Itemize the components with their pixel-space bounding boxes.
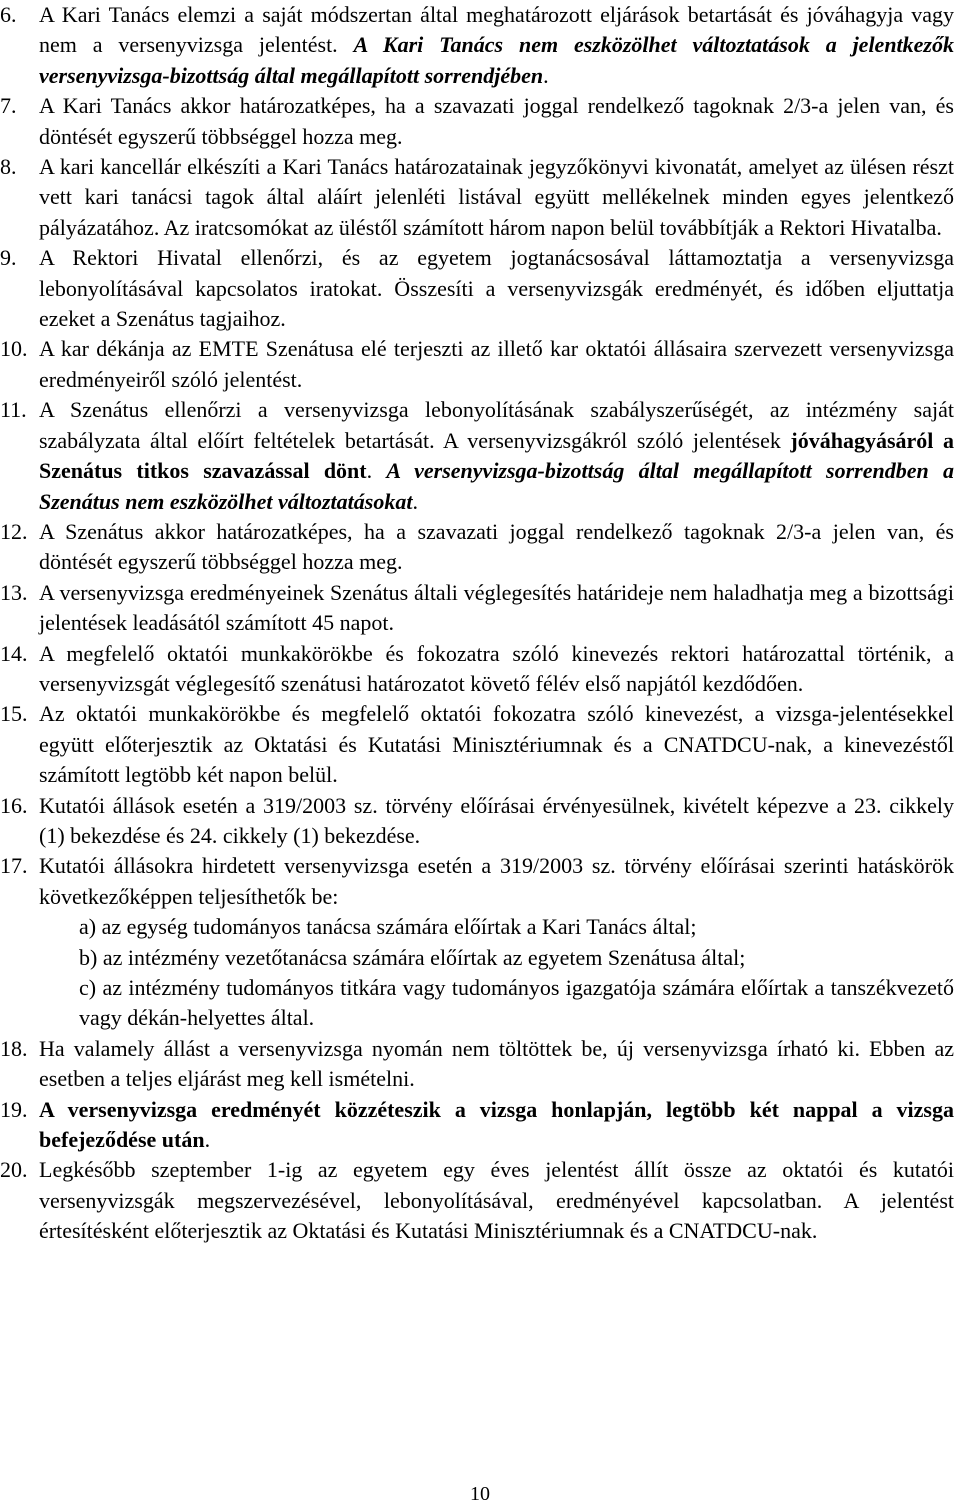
item-text xyxy=(39,93,954,148)
list-item xyxy=(0,578,960,639)
list-item xyxy=(0,699,960,790)
item-number: 9. xyxy=(0,245,17,271)
item-text xyxy=(39,336,954,391)
item-text xyxy=(39,397,954,513)
text-segment: A megfelelő oktatói munkakörökbe és fokozatra szóló kinevezés rektori határozattal történik, a versenyvizsgát véglegesítő szenátusi határozatot követő félév első napjától kezdődően. xyxy=(39,640,954,696)
emphasized-text-segment: A versenyvizsga eredményét közzéteszik a vizsga honlapján, legtöbb két nappal a vizsga befejeződése után xyxy=(39,1096,954,1153)
list-item xyxy=(0,791,960,852)
text-segment: A Rektori Hivatal ellenőrzi, és az egyetem jogtanácsosával láttamoztatja a versenyvizsga lebonyolításával kapcsolatos iratokat. Összesíti a versenyvizsgák eredményét, és időben eljuttatja ezeket a Szenátus tagjaihoz. xyxy=(39,245,954,332)
text-segment: Az oktatói munkakörökbe és megfelelő oktatói fokozatra szóló kinevezést, a vizsga-jelentésekkel együtt előterjesztik az Oktatási és Kutatási Minisztériumnak és a CNATDCU-nak, a kinevezéstől számított legtöbb két napon belül. xyxy=(39,701,954,788)
item-text xyxy=(39,245,954,331)
emphasized-text-segment: A versenyvizsga-bizottság által megállapított sorrendben a Szenátus nem eszközölhet változtatásokat xyxy=(39,458,954,514)
item-number: 11. xyxy=(0,397,27,423)
list-item xyxy=(0,0,960,91)
item-number: 16. xyxy=(0,792,28,818)
text-segment: Kutatói állások esetén a 319/2003 sz. törvény előírásai érvényesülnek, kivételt képezve a 23. cikkely (1) bekezdése és 24. cikkely (1) bekezdése. xyxy=(39,792,954,848)
list-item xyxy=(0,1155,960,1246)
text-segment: Legkésőbb szeptember 1-ig az egyetem egy éves jelentést állít össze az oktatói és kutatói versenyvizsgák megszervezésével, lebonyolításával, eredményével kapcsolatban. A jelentést értesítésként előterjesztik az Oktatási és Kutatási Minisztériumnak és a CNATDCU-nak. xyxy=(39,1157,954,1244)
text-segment: A Szenátus akkor határozatképes, ha a szavazati joggal rendelkező tagoknak 2/3-a jelen van, és döntését egyszerű többséggel hozza meg. xyxy=(39,518,954,575)
item-number: 8. xyxy=(0,154,17,180)
list-item xyxy=(0,639,960,700)
item-text xyxy=(39,519,954,574)
item-text xyxy=(39,853,954,908)
list-item xyxy=(0,1095,960,1156)
item-text xyxy=(39,2,954,88)
item-text xyxy=(39,580,954,635)
item-text xyxy=(39,1097,954,1152)
text-segment: A kari kancellár elkészíti a Kari Tanács határozatainak jegyzőkönyvi kivonatát, amelyet az ülésen részt vett kari tanácsi tagok által aláírt jelenléti listával együtt mellékelnek minden egyes jelentkező pályázatához. Az iratcsomókat az üléstől számított három napon belül továbbítják a Rektori Hivatalba. xyxy=(39,154,954,240)
sub-list-item: c) az intézmény tudományos titkára vagy tudományos igazgatója számára előírtak a tanszékvezető vagy dékán-helyettes által. xyxy=(79,975,954,1031)
list-item xyxy=(0,1034,960,1095)
item-number: 12. xyxy=(0,518,28,544)
sub-list-item: a) az egység tudományos tanácsa számára előírtak a Kari Tanács által; xyxy=(79,914,697,940)
item-number: 7. xyxy=(0,93,17,119)
text-segment: . xyxy=(412,488,418,514)
text-segment: Kutatói állásokra hirdetett versenyvizsga esetén a 319/2003 sz. törvény előírásai szerinti hatáskörök következőképpen teljesíthetők be: xyxy=(39,853,954,909)
item-number: 13. xyxy=(0,579,28,605)
item-text xyxy=(39,793,954,848)
item-text xyxy=(39,154,954,240)
item-number: 15. xyxy=(0,701,28,727)
emphasized-text-segment: jóváhagyásáról a Szenátus titkos szavazással dönt xyxy=(39,427,955,484)
item-number: 14. xyxy=(0,640,28,666)
text-segment: A versenyvizsga eredményeinek Szenátus általi véglegesítés határideje nem haladhatja meg a bizottsági jelentések leadásától számított 45 napot. xyxy=(39,579,954,636)
text-segment: A Kari Tanács elemzi a saját módszertan által meghatározott eljárások betartását és jóváhagyja vagy nem a versenyvizsga jelentést. xyxy=(39,2,954,58)
list-item xyxy=(0,334,960,395)
item-text xyxy=(39,1157,954,1243)
page-number: 10 xyxy=(470,1483,490,1505)
list-item xyxy=(0,851,960,1033)
text-segment: A Kari Tanács akkor határozatképes, ha a szavazati joggal rendelkező tagoknak 2/3-a jelen van, és döntését egyszerű többséggel hozza meg. xyxy=(39,93,954,149)
list-item xyxy=(0,517,960,578)
text-segment: . xyxy=(543,62,549,88)
sub-list-item: b) az intézmény vezetőtanácsa számára előírtak az egyetem Szenátusa által; xyxy=(79,944,746,970)
item-number: 10. xyxy=(0,336,28,362)
text-segment: A Szenátus ellenőrzi a versenyvizsga lebonyolításának szabályszerűségét, az intézmény saját szabályzata által előírt feltételek betartását. A versenyvizsgákról szóló jelentések xyxy=(39,397,954,453)
list-item xyxy=(0,91,960,152)
list-item xyxy=(0,243,960,334)
emphasized-text-segment: A Kari Tanács nem eszközölhet változtatások a jelentkezők versenyvizsga-bizottság által megállapított sorrendjében xyxy=(39,32,954,88)
list-item xyxy=(0,152,960,243)
item-number: 17. xyxy=(0,853,28,879)
item-text xyxy=(39,641,954,696)
item-number: 18. xyxy=(0,1035,28,1061)
item-text xyxy=(39,1036,954,1091)
text-segment: . xyxy=(366,458,387,484)
text-segment: Ha valamely állást a versenyvizsga nyomán nem töltöttek be, új versenyvizsga írható ki. Ebben az esetben a teljes eljárást meg kell ismételni. xyxy=(39,1035,954,1092)
item-number: 6. xyxy=(0,2,17,27)
text-segment: . xyxy=(204,1127,211,1153)
text-segment: A kar dékánja az EMTE Szenátusa elé terjeszti az illető kar oktatói állásaira szervezett versenyvizsga eredményeiről szóló jelentést. xyxy=(39,336,954,392)
item-number: 19. xyxy=(0,1096,28,1122)
list-item xyxy=(0,395,960,517)
sub-list xyxy=(39,912,954,1034)
item-number: 20. xyxy=(0,1157,28,1183)
item-text xyxy=(39,701,954,787)
